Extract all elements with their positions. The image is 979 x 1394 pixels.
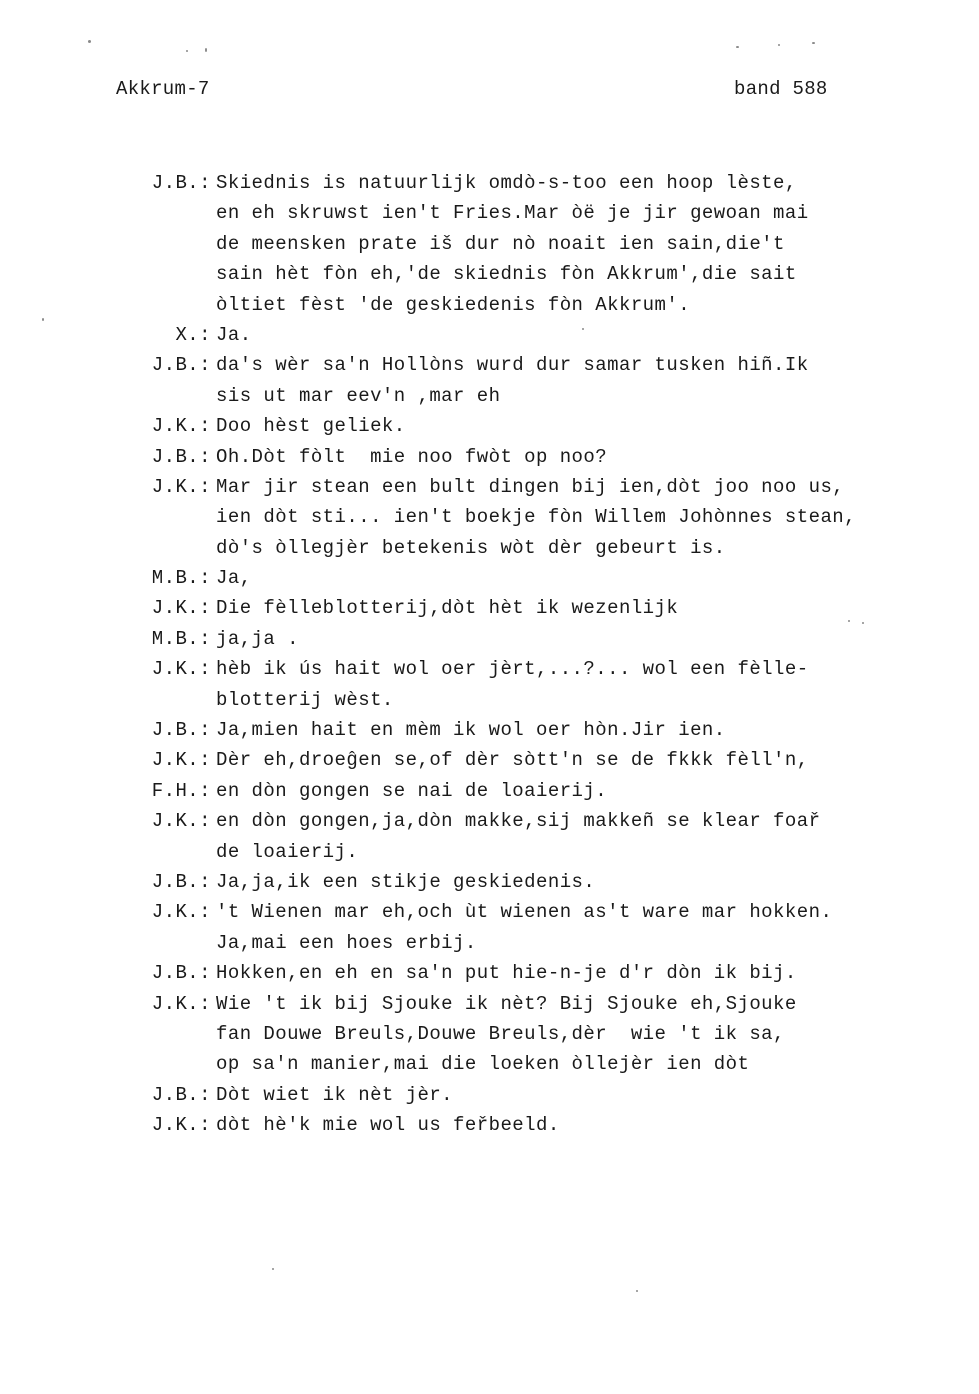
utterance-text: en dòn gongen se nai de loaierij. xyxy=(216,779,608,802)
utterance-text: Dèr eh,droeĝen se,of dèr sòtt'n se de fkkk fèll'n, xyxy=(216,749,809,772)
utterance-text: Mar jir stean een bult dingen bij ien,dòt joo noo us, xyxy=(216,475,845,498)
speaker-label: M.B.: xyxy=(151,567,211,590)
utterance-text: ien dòt sti... ien't boekje fòn Willem Johònnes stean, xyxy=(216,506,856,529)
utterance-text: òltiet fèst 'de geskiedenis fòn Akkrum'. xyxy=(216,293,691,316)
transcript-line xyxy=(0,442,979,472)
scan-speck xyxy=(272,1268,274,1270)
scan-speck xyxy=(186,50,188,52)
utterance-text: Doo hèst geliek. xyxy=(216,415,406,438)
transcript-line xyxy=(0,320,979,350)
utterance-text: de loaierij. xyxy=(216,840,359,863)
utterance-text: Die fèlleblotterij,dòt hèt ik wezenlijk xyxy=(216,597,679,620)
speaker-label: J.K.: xyxy=(151,597,211,620)
speaker-label: J.B.: xyxy=(151,719,211,742)
utterance-text: Ja. xyxy=(216,323,252,346)
transcript-line xyxy=(0,1080,979,1110)
speaker-label: J.K.: xyxy=(151,992,211,1015)
transcript-line xyxy=(0,867,979,897)
scan-speck xyxy=(736,46,739,48)
transcript-line xyxy=(0,1049,979,1079)
transcript-line xyxy=(0,685,979,715)
utterance-text: en dòn gongen,ja,dòn makke,sij makkeñ se klear foař xyxy=(216,810,821,833)
utterance-text: Oh.Dòt fòlt mie noo fwòt op noo? xyxy=(216,445,608,468)
speaker-label: J.K.: xyxy=(151,749,211,772)
scan-speck xyxy=(205,48,207,52)
speaker-label: J.B.: xyxy=(151,354,211,377)
transcript-line xyxy=(0,928,979,958)
transcript-line xyxy=(0,593,979,623)
utterance-text: Wie 't ik bij Sjouke ik nèt? Bij Sjouke eh,Sjouke xyxy=(216,992,797,1015)
transcript-line xyxy=(0,350,979,380)
transcript-line xyxy=(0,229,979,259)
speaker-label: J.K.: xyxy=(151,901,211,924)
speaker-label: J.K.: xyxy=(151,475,211,498)
utterance-text: fan Douwe Breuls,Douwe Breuls,dèr wie 't ik sa, xyxy=(216,1022,785,1045)
speaker-label: F.H.: xyxy=(151,779,211,802)
transcript-line xyxy=(0,837,979,867)
transcript-line xyxy=(0,472,979,502)
scan-speck xyxy=(848,620,850,622)
transcript-line xyxy=(0,624,979,654)
transcript-line xyxy=(0,745,979,775)
utterance-text: dò's òllegjèr betekenis wòt dèr gebeurt is. xyxy=(216,536,726,559)
scan-speck xyxy=(862,622,864,624)
transcript-line xyxy=(0,1110,979,1140)
transcript-line xyxy=(0,776,979,806)
transcript-line xyxy=(0,198,979,228)
transcript-line xyxy=(0,259,979,289)
utterance-text: Ja,mai een hoes erbij. xyxy=(216,931,477,954)
utterance-text: da's wèr sa'n Hollòns wurd dur samar tusken hiñ.Ik xyxy=(216,354,809,377)
utterance-text: sain hèt fòn eh,'de skiednis fòn Akkrum',die sait xyxy=(216,263,797,286)
document-id: Akkrum-7 xyxy=(116,78,210,100)
transcript-line xyxy=(0,381,979,411)
utterance-text: Ja,ja,ik een stikje geskiedenis. xyxy=(216,870,596,893)
scan-speck xyxy=(582,328,584,330)
transcript-line xyxy=(0,806,979,836)
transcript xyxy=(0,168,979,1141)
transcript-line xyxy=(0,290,979,320)
transcript-line xyxy=(0,958,979,988)
speaker-label: J.B.: xyxy=(151,962,211,985)
speaker-label: J.B.: xyxy=(151,172,211,194)
utterance-text: Dòt wiet ik nèt jèr. xyxy=(216,1083,454,1106)
utterance-text: de meensken prate iš dur nò noait ien sain,die't xyxy=(216,232,785,255)
scan-speck xyxy=(812,42,815,44)
utterance-text: hèb ik ús hait wol oer jèrt,...?... wol een fèlle- xyxy=(216,658,809,681)
utterance-text: Ja,mien hait en mèm ik wol oer hòn.Jir ien. xyxy=(216,719,726,742)
utterance-text: blotterij wèst. xyxy=(216,688,394,711)
scan-speck xyxy=(778,44,780,46)
speaker-label: J.B.: xyxy=(151,870,211,893)
scan-speck xyxy=(42,318,44,321)
tape-number: band 588 xyxy=(734,78,828,100)
utterance-text: sis ut mar eev'n ,mar eh xyxy=(216,384,501,407)
speaker-label: J.K.: xyxy=(151,1114,211,1137)
scan-speck xyxy=(636,1290,638,1292)
transcript-line xyxy=(0,897,979,927)
transcript-line xyxy=(0,533,979,563)
utterance-text: Hokken,en eh en sa'n put hie-n-je d'r dòn ik bij. xyxy=(216,962,797,985)
utterance-text: ja,ja . xyxy=(216,627,299,650)
transcript-line xyxy=(0,1019,979,1049)
transcript-line xyxy=(0,563,979,593)
scan-speck xyxy=(88,40,91,43)
utterance-text: 't Wienen mar eh,och ùt wienen as't ware mar hokken. xyxy=(216,901,833,924)
transcript-line xyxy=(0,715,979,745)
transcript-line xyxy=(0,502,979,532)
speaker-label: X.: xyxy=(175,323,211,346)
speaker-label: J.K.: xyxy=(151,415,211,438)
transcript-line xyxy=(0,168,979,198)
speaker-label: M.B.: xyxy=(151,627,211,650)
transcript-line xyxy=(0,654,979,684)
transcript-line xyxy=(0,989,979,1019)
utterance-text: en eh skruwst ien't Fries.Mar òë je jir gewoan mai xyxy=(216,202,809,225)
speaker-label: J.B.: xyxy=(151,1083,211,1106)
speaker-label: J.K.: xyxy=(151,810,211,833)
utterance-text: Ja, xyxy=(216,567,252,590)
utterance-text: op sa'n manier,mai die loeken òllejèr ien dòt xyxy=(216,1053,750,1076)
speaker-label: J.B.: xyxy=(151,445,211,468)
utterance-text: dòt hè'k mie wol us feřbeeld. xyxy=(216,1114,560,1137)
speaker-label: J.K.: xyxy=(151,658,211,681)
utterance-text: Skiednis is natuurlijk omdò-s-too een hoop lèste, xyxy=(216,172,797,194)
transcript-line xyxy=(0,411,979,441)
